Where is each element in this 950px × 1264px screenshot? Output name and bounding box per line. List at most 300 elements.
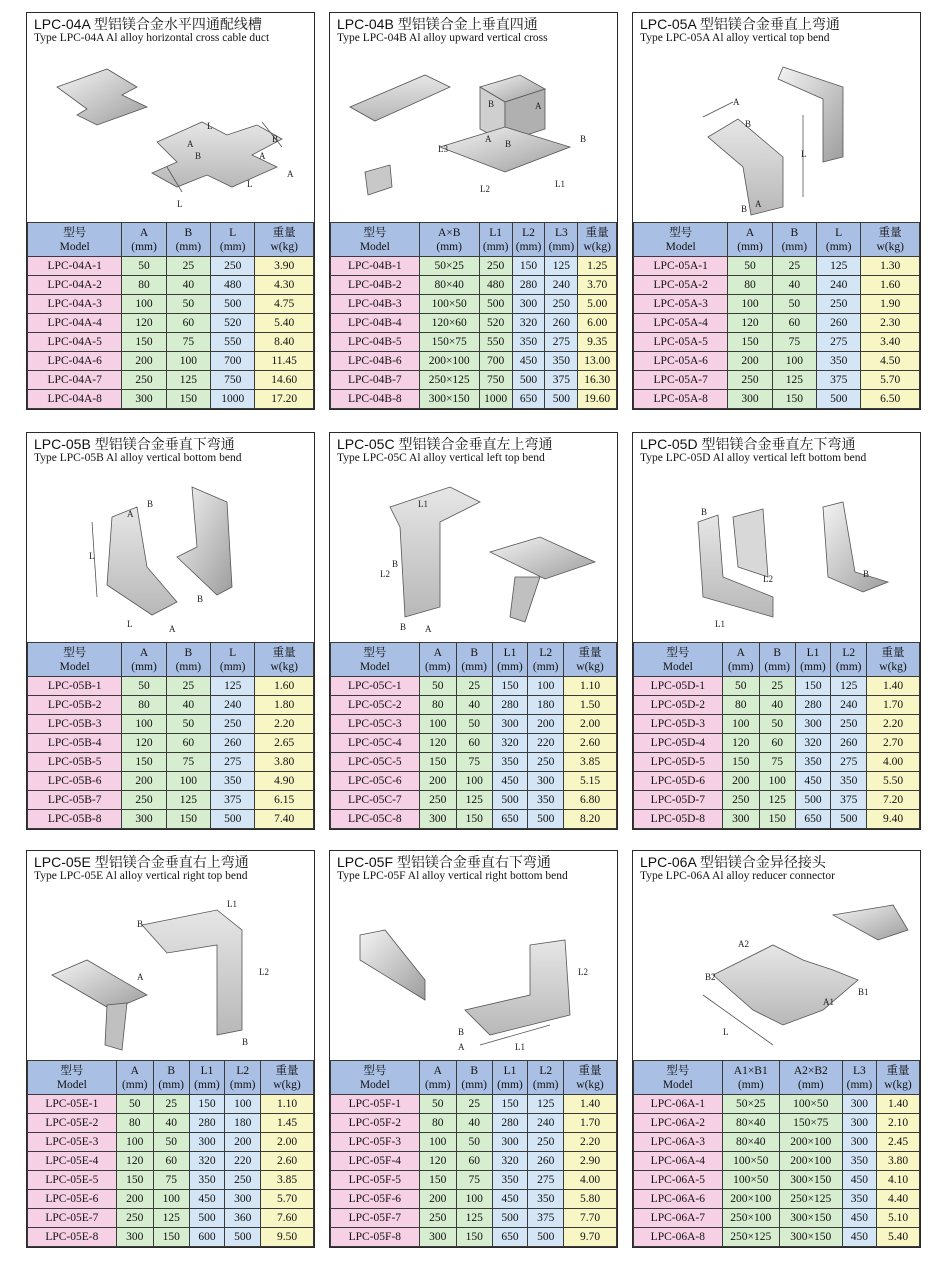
table-cell: LPC-04A-7 [28, 371, 122, 390]
table-cell: 1.90 [861, 295, 920, 314]
dimension-label: B [488, 99, 495, 109]
column-header [722, 1061, 779, 1095]
header-line-1: A1×B1 [733, 1064, 768, 1077]
table-cell: 80×40 [722, 1133, 779, 1152]
table-cell: 250×125 [722, 1228, 779, 1247]
table-cell: 300 [419, 810, 456, 829]
table-cell: 1.40 [877, 1095, 920, 1114]
dimension-label: B [505, 139, 512, 149]
table-row [634, 753, 920, 772]
table-cell: LPC-06A-1 [634, 1095, 723, 1114]
table-cell: 260 [211, 734, 255, 753]
table-cell: 350 [528, 791, 564, 810]
table-cell: LPC-05F-7 [331, 1209, 420, 1228]
table-cell: LPC-05E-7 [28, 1209, 117, 1228]
table-cell: 450 [492, 772, 528, 791]
table-row [331, 753, 617, 772]
column-header [722, 643, 759, 677]
table-cell: 100×50 [722, 1171, 779, 1190]
table-row [331, 276, 617, 295]
table-row [28, 696, 314, 715]
dimension-label: L2 [763, 574, 773, 584]
product-illustration [27, 885, 314, 1061]
column-header [331, 223, 420, 257]
table-cell: 350 [795, 753, 831, 772]
table-cell: 260 [528, 1152, 564, 1171]
header-line-2: w(kg) [583, 240, 611, 253]
table-cell: 480 [479, 276, 512, 295]
table-row [28, 295, 314, 314]
header-line-2: (mm) [825, 240, 852, 253]
table-row [28, 1133, 314, 1152]
table-cell: 5.00 [578, 295, 617, 314]
table-cell: 75 [772, 333, 816, 352]
table-cell: 3.70 [578, 276, 617, 295]
table-cell: 100 [456, 1190, 492, 1209]
column-header [779, 1061, 842, 1095]
dimension-label: L2 [380, 569, 390, 579]
table-cell: LPC-05B-1 [28, 677, 122, 696]
header-line-1: L [229, 646, 237, 659]
table-cell: 150 [728, 333, 772, 352]
product-panel-lpc-04b [329, 12, 618, 410]
table-cell: 500 [479, 295, 512, 314]
header-line-2: (mm) [548, 240, 575, 253]
header-line-1: L2 [236, 1064, 250, 1077]
table-cell: LPC-05C-4 [331, 734, 420, 753]
table-cell: 25 [456, 677, 492, 696]
table-cell: LPC-05A-7 [634, 371, 728, 390]
header-line-1: L2 [539, 646, 553, 659]
table-cell: 150 [189, 1095, 225, 1114]
table-cell: 650 [492, 1228, 528, 1247]
table-row [331, 677, 617, 696]
table-cell: 50 [728, 257, 772, 276]
table-row [28, 1171, 314, 1190]
spec-table [27, 222, 314, 409]
header-line-2: (mm) [497, 660, 523, 673]
table-cell: LPC-05B-4 [28, 734, 122, 753]
table-cell: 375 [528, 1209, 564, 1228]
table-cell: 6.15 [255, 791, 314, 810]
table-cell: 350 [545, 352, 578, 371]
panel-subtitle: Type LPC-05D Al alloy vertical left bottom bend [640, 452, 867, 464]
table-cell: 2.20 [255, 715, 314, 734]
table-row [28, 314, 314, 333]
table-cell: 5.40 [255, 314, 314, 333]
table-cell: 260 [831, 734, 867, 753]
table-row [331, 1171, 617, 1190]
header-line-2: w(kg) [876, 240, 904, 253]
table-cell: LPC-05D-5 [634, 753, 723, 772]
table-cell: 375 [831, 791, 867, 810]
table-cell: 275 [831, 753, 867, 772]
table-cell: 280 [492, 1114, 528, 1133]
table-cell: 125 [831, 677, 867, 696]
header-line-2: (mm) [131, 660, 157, 673]
table-cell: 1.50 [564, 696, 617, 715]
table-cell: 2.65 [255, 734, 314, 753]
header-line-2: (mm) [131, 240, 157, 253]
header-line-1: 重量 [578, 1064, 602, 1077]
table-cell: 150 [492, 677, 528, 696]
table-cell: LPC-05A-6 [634, 352, 728, 371]
table-row [28, 791, 314, 810]
dimension-label: L1 [515, 1042, 525, 1052]
table-cell: 60 [456, 1152, 492, 1171]
dimension-label: L1 [227, 899, 237, 909]
table-cell: 200 [116, 1190, 153, 1209]
header-line-1: 型号 [363, 1064, 387, 1077]
table-cell: 50 [153, 1133, 189, 1152]
table-cell: LPC-05C-8 [331, 810, 420, 829]
table-row [28, 734, 314, 753]
table-cell: 25 [456, 1095, 492, 1114]
table-cell: 60 [759, 734, 795, 753]
dimension-label: B [741, 204, 748, 214]
table-header-row [634, 643, 920, 677]
table-cell: 25 [166, 257, 210, 276]
header-line-1: 重量 [878, 226, 902, 239]
table-cell: 7.20 [867, 791, 920, 810]
table-row [634, 352, 920, 371]
table-cell: 500 [795, 791, 831, 810]
table-header-row [634, 1061, 920, 1095]
table-cell: 4.90 [255, 772, 314, 791]
table-cell: 500 [492, 1209, 528, 1228]
table-cell: 300×150 [779, 1228, 842, 1247]
header-line-2: (mm) [727, 660, 754, 673]
table-cell: 125 [528, 1095, 564, 1114]
table-row [28, 772, 314, 791]
table-cell: 11.45 [255, 352, 314, 371]
column-header [512, 223, 545, 257]
table-cell: LPC-05C-1 [331, 677, 420, 696]
panel-title: LPC-05E 型铝镁合金垂直右上弯通 [34, 854, 249, 870]
header-line-2: (mm) [798, 1078, 824, 1091]
table-cell: 280 [512, 276, 545, 295]
table-cell: 5.70 [261, 1190, 314, 1209]
dimension-label: B2 [705, 972, 716, 982]
table-cell: LPC-05A-8 [634, 390, 728, 409]
column-header [261, 1061, 314, 1095]
header-line-1: A [745, 226, 755, 239]
spec-table [330, 222, 617, 409]
column-header [456, 1061, 492, 1095]
product-illustration [27, 47, 314, 223]
table-cell: 75 [456, 753, 492, 772]
header-line-1: L2 [539, 1064, 553, 1077]
table-cell: 350 [817, 352, 861, 371]
panel-subtitle: Type LPC-06A Al alloy reducer connector [640, 870, 835, 882]
column-header [166, 643, 210, 677]
spec-table [27, 1060, 314, 1247]
table-cell: LPC-06A-5 [634, 1171, 723, 1190]
table-cell: 500 [211, 810, 255, 829]
column-header [419, 223, 479, 257]
header-line-1: L2 [522, 226, 535, 239]
column-header [456, 643, 492, 677]
table-cell: 300 [842, 1095, 876, 1114]
table-cell: 100 [722, 715, 759, 734]
table-row [28, 1114, 314, 1133]
table-cell: 3.90 [255, 257, 314, 276]
table-cell: LPC-05E-8 [28, 1228, 117, 1247]
table-cell: 300 [842, 1133, 876, 1152]
dimension-label: B [745, 119, 752, 129]
table-cell: 125 [456, 791, 492, 810]
header-line-1: B [470, 646, 479, 659]
panel-subtitle: Type LPC-05F Al alloy vertical right bottom bend [337, 870, 568, 882]
table-cell: 50 [456, 1133, 492, 1152]
table-cell: LPC-05D-1 [634, 677, 723, 696]
table-cell: 3.80 [255, 753, 314, 772]
table-cell: 3.40 [861, 333, 920, 352]
table-cell: 150 [419, 753, 456, 772]
table-cell: 250 [831, 715, 867, 734]
table-cell: 250 [419, 791, 456, 810]
table-cell: 200×100 [722, 1190, 779, 1209]
table-cell: 300 [122, 390, 166, 409]
table-cell: 280 [795, 696, 831, 715]
panel-title: LPC-05F 型铝镁合金垂直右下弯通 [337, 854, 551, 870]
spec-table [633, 1060, 920, 1247]
product-panel-lpc-05a [632, 12, 921, 410]
header-line-2: (mm) [436, 240, 462, 253]
table-cell: 16.30 [578, 371, 617, 390]
column-header [331, 643, 420, 677]
table-cell: 2.45 [877, 1133, 920, 1152]
table-cell: 3.80 [877, 1152, 920, 1171]
dimension-label: B [863, 569, 870, 579]
table-cell: 240 [817, 276, 861, 295]
table-cell: 200×100 [419, 352, 479, 371]
header-line-1: A [736, 646, 745, 659]
header-line-2: (mm) [219, 240, 246, 253]
dimension-label: L [177, 199, 183, 209]
table-cell: 250 [225, 1171, 261, 1190]
column-header [153, 1061, 189, 1095]
table-cell: 1.25 [578, 257, 617, 276]
table-cell: 7.70 [564, 1209, 617, 1228]
column-header [492, 1061, 528, 1095]
header-line-2: Model [59, 240, 90, 253]
table-cell: LPC-06A-6 [634, 1190, 723, 1209]
table-cell: 250×125 [779, 1190, 842, 1209]
column-header [255, 643, 314, 677]
table-cell: LPC-04B-4 [331, 314, 420, 333]
dimension-label: A [169, 624, 176, 634]
table-cell: 60 [153, 1152, 189, 1171]
table-row [634, 1114, 920, 1133]
table-cell: 50 [166, 715, 210, 734]
dimension-label: B [392, 559, 399, 569]
table-row [634, 715, 920, 734]
table-cell: 25 [772, 257, 816, 276]
column-header [28, 223, 122, 257]
table-cell: 520 [479, 314, 512, 333]
table-cell: 80 [722, 696, 759, 715]
table-cell: 250 [528, 1133, 564, 1152]
table-cell: LPC-05F-4 [331, 1152, 420, 1171]
table-row [331, 352, 617, 371]
table-cell: 5.80 [564, 1190, 617, 1209]
product-panel-lpc-05d [632, 432, 921, 830]
spec-table [27, 642, 314, 829]
header-line-1: 型号 [60, 1064, 84, 1077]
dimension-label: L1 [715, 619, 725, 629]
table-cell: LPC-05B-3 [28, 715, 122, 734]
dimension-label: L [207, 121, 213, 131]
table-cell: 250 [528, 753, 564, 772]
table-cell: 320 [795, 734, 831, 753]
table-cell: 150 [512, 257, 545, 276]
column-header [728, 223, 772, 257]
table-cell: 4.00 [564, 1171, 617, 1190]
header-line-1: 重量 [881, 646, 905, 659]
table-cell: 19.60 [578, 390, 617, 409]
table-cell: 9.35 [578, 333, 617, 352]
table-cell: 120 [419, 1152, 456, 1171]
table-cell: LPC-04B-8 [331, 390, 420, 409]
table-cell: 200 [419, 772, 456, 791]
table-cell: 100 [116, 1133, 153, 1152]
table-cell: 80 [419, 1114, 456, 1133]
table-cell: 5.50 [867, 772, 920, 791]
table-cell: 40 [456, 1114, 492, 1133]
table-row [634, 1228, 920, 1247]
header-line-1: 重量 [585, 226, 609, 239]
panel-title: LPC-05D 型铝镁合金垂直左下弯通 [640, 436, 856, 452]
column-header [842, 1061, 876, 1095]
table-cell: 600 [189, 1228, 225, 1247]
table-cell: 700 [211, 352, 255, 371]
dimension-label: L2 [480, 184, 490, 194]
header-line-2: (mm) [781, 240, 808, 253]
table-cell: LPC-04A-1 [28, 257, 122, 276]
table-cell: 1.60 [861, 276, 920, 295]
table-cell: 100 [419, 715, 456, 734]
table-row [28, 1228, 314, 1247]
product-panel-lpc-06a [632, 850, 921, 1248]
column-header [877, 1061, 920, 1095]
table-cell: 250 [122, 371, 166, 390]
product-panel-lpc-05f [329, 850, 618, 1248]
table-cell: LPC-04B-2 [331, 276, 420, 295]
column-header [479, 223, 512, 257]
header-line-2: (mm) [737, 1078, 764, 1091]
table-cell: 50 [722, 677, 759, 696]
table-cell: 250 [116, 1209, 153, 1228]
spec-table [330, 1060, 617, 1247]
dimension-label: B [195, 151, 202, 161]
header-line-1: A2×B2 [793, 1064, 828, 1077]
header-line-2: (mm) [219, 660, 246, 673]
table-cell: LPC-05F-8 [331, 1228, 420, 1247]
table-row [331, 1190, 617, 1209]
table-row [331, 1209, 617, 1228]
table-cell: 8.40 [255, 333, 314, 352]
table-row [28, 1209, 314, 1228]
table-cell: 120 [122, 734, 166, 753]
dimension-label: A [458, 1042, 465, 1052]
table-cell: 450 [512, 352, 545, 371]
header-line-1: B [184, 226, 193, 239]
dimension-label: L1 [555, 179, 565, 189]
table-cell: 2.20 [867, 715, 920, 734]
table-cell: 350 [492, 1171, 528, 1190]
table-cell: 700 [479, 352, 512, 371]
table-row [634, 677, 920, 696]
dimension-label: A [127, 509, 134, 519]
column-header [634, 223, 728, 257]
table-cell: 120 [722, 734, 759, 753]
table-cell: LPC-04A-5 [28, 333, 122, 352]
table-cell: 120 [116, 1152, 153, 1171]
table-cell: 300 [512, 295, 545, 314]
table-cell: 125 [759, 791, 795, 810]
panel-subtitle: Type LPC-05C Al alloy vertical left top bend [337, 452, 545, 464]
table-cell: 350 [842, 1190, 876, 1209]
table-cell: 450 [842, 1209, 876, 1228]
dimension-label: L3 [438, 144, 448, 154]
header-line-2: w(kg) [270, 240, 298, 253]
table-cell: 4.50 [861, 352, 920, 371]
product-panel-lpc-05c [329, 432, 618, 830]
table-header-row [331, 1061, 617, 1095]
dimension-label: B [400, 622, 407, 632]
table-row [634, 257, 920, 276]
table-cell: 500 [225, 1228, 261, 1247]
table-cell: LPC-05E-1 [28, 1095, 117, 1114]
table-cell: 120 [419, 734, 456, 753]
table-cell: LPC-05D-8 [634, 810, 723, 829]
table-cell: LPC-05A-2 [634, 276, 728, 295]
table-cell: 40 [153, 1114, 189, 1133]
table-cell: 550 [211, 333, 255, 352]
header-line-2: Model [59, 660, 90, 673]
table-row [634, 1209, 920, 1228]
table-row [634, 1133, 920, 1152]
table-cell: 50 [759, 715, 795, 734]
table-row [331, 333, 617, 352]
table-cell: 450 [795, 772, 831, 791]
table-row [331, 734, 617, 753]
table-cell: 300 [728, 390, 772, 409]
table-cell: 300 [419, 1228, 456, 1247]
table-cell: 300×150 [419, 390, 479, 409]
table-cell: LPC-05E-6 [28, 1190, 117, 1209]
header-line-2: (mm) [158, 1078, 184, 1091]
table-cell: LPC-05A-5 [634, 333, 728, 352]
table-cell: 2.70 [867, 734, 920, 753]
header-line-2: (mm) [175, 660, 202, 673]
product-panel-lpc-04a [26, 12, 315, 410]
header-line-2: (mm) [532, 660, 559, 673]
table-cell: 300×150 [779, 1209, 842, 1228]
table-cell: 300 [116, 1228, 153, 1247]
table-cell: LPC-05E-5 [28, 1171, 117, 1190]
table-cell: 250 [728, 371, 772, 390]
table-cell: 80 [419, 696, 456, 715]
table-cell: LPC-05A-3 [634, 295, 728, 314]
column-header [122, 643, 166, 677]
header-line-1: L1 [503, 646, 517, 659]
table-cell: LPC-06A-2 [634, 1114, 723, 1133]
column-header [28, 1061, 117, 1095]
table-cell: 250 [817, 295, 861, 314]
header-line-1: 重量 [272, 226, 296, 239]
